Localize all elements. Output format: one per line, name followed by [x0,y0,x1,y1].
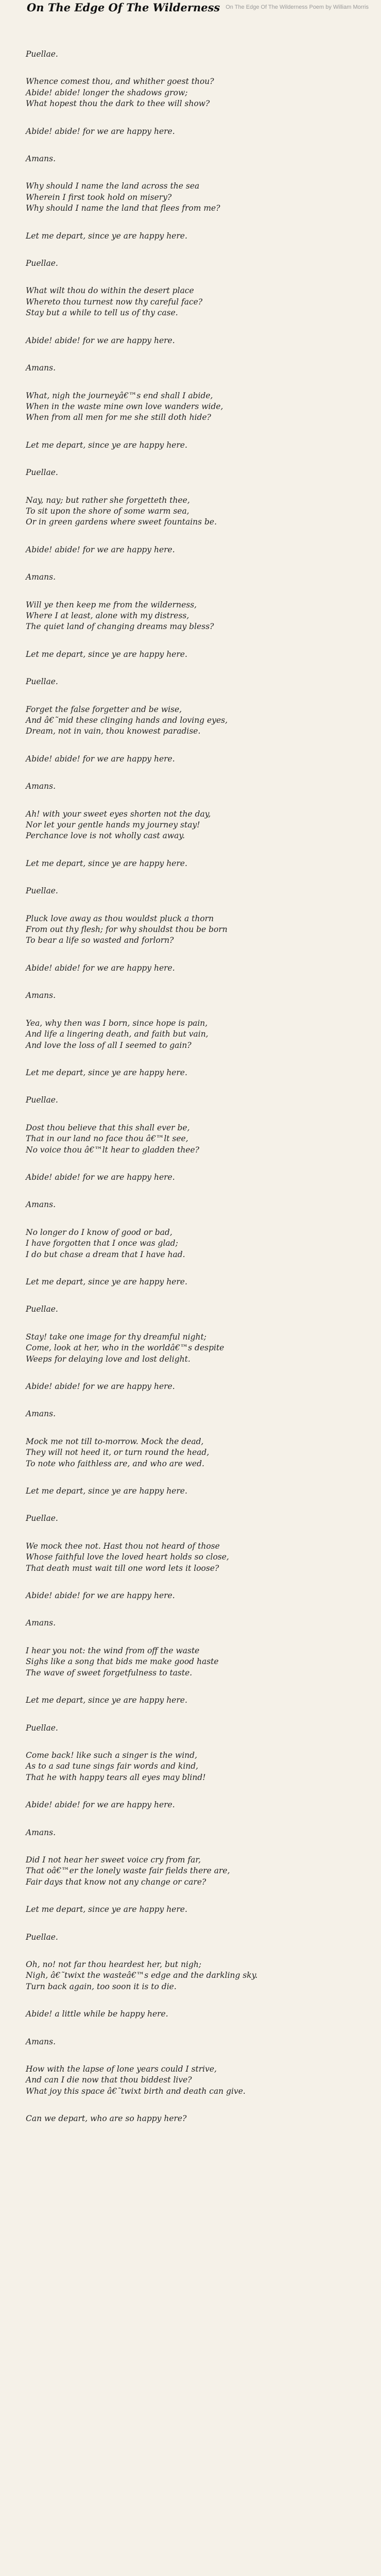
poem-line: Fair days that know not any change or care? [26,1877,206,1887]
stanza [26,495,360,528]
poem-line: Abide! abide! for we are happy here. [26,1591,175,1601]
poem-line: Let me depart, since ye are happy here. [26,440,187,450]
stanza [26,704,360,737]
poem-line: Forget the false forgetter and be wise, [26,704,182,714]
stanza [26,154,360,164]
poem-line: Abide! abide! for we are happy here. [26,545,175,554]
stanza [26,285,360,318]
poem-line: What wilt thou do within the desert place [26,286,194,296]
stanza [26,1227,360,1260]
stanza [26,1277,360,1287]
stanza [26,1541,360,1574]
stanza [26,467,360,478]
poem-line: No voice thou â€™lt hear to gladden thee? [26,1145,199,1155]
stanza [26,1172,360,1183]
stanza [26,181,360,214]
stanza [26,391,360,423]
poem-line: We mock thee not. Hast thou not heard of those [26,1541,220,1551]
poem-line: I have forgotten that I once was glad; [26,1239,178,1248]
poem-line: Or in green gardens where sweet fountains be. [26,517,217,527]
stanza [26,335,360,346]
stanza [26,572,360,583]
poem-line: What joy this space â€˜twixt birth and death can give. [26,2086,246,2096]
poem-line: Amans. [26,1200,56,1210]
stanza [26,781,360,792]
poem-line: Puellae. [26,49,58,59]
poem-line: That in our land no face thou â€™lt see, [26,1134,188,1144]
poem-line: I do but chase a dream that I have had. [26,1249,185,1259]
poem-line: Abide! abide! for we are happy here. [26,1172,175,1182]
poem-line: Amans. [26,1618,56,1628]
stanza [26,2037,360,2047]
poem-line: The quiet land of changing dreams may bless? [26,622,214,632]
poem-line: Pluck love away as thou wouldst pluck a thorn [26,913,214,923]
poem-line: What, nigh the journeyâ€™s end shall I abide, [26,391,213,400]
poem-line: Perchance love is not wholly cast away. [26,831,185,841]
stanza [26,363,360,374]
stanza [26,1750,360,1783]
poem-line: Mock me not till to-morrow. Mock the dead, [26,1436,204,1446]
poem-line: Why should I name the land across the sea [26,181,200,191]
stanza [26,1436,360,1469]
stanza [26,754,360,765]
poem-line: Amans. [26,363,56,373]
stanza [26,545,360,555]
poem-line: Amans. [26,572,56,582]
stanza [26,1932,360,1943]
poem-line: Come back! like such a singer is the wind, [26,1750,198,1760]
stanza [26,990,360,1001]
poem-line: Abide! abide! for we are happy here. [26,963,175,973]
poem-line: Come, look at her, who in the worldâ€™s despite [26,1343,224,1353]
stanza [26,676,360,687]
poem-line: Puellae. [26,1723,58,1733]
poem-line: Turn back again, too soon it is to die. [26,1981,177,1991]
stanza [26,1618,360,1629]
poem-line: Let me depart, since ye are happy here. [26,1486,187,1496]
poem-line: Puellae. [26,677,58,687]
stanza [26,76,360,109]
poem-line: Nay, nay; but rather she forgetteth thee, [26,495,190,505]
poem-title: On The Edge Of The Wilderness [27,1,220,14]
stanza [26,1486,360,1497]
stanza [26,2113,360,2124]
stanza [26,600,360,633]
poem-line: Where I at least, alone with my distress, [26,611,189,620]
poem-line: That oâ€™er the lonely waste fair fields there are, [26,1866,230,1876]
stanza [26,913,360,946]
poem-line: Puellae. [26,1514,58,1523]
stanza [26,1646,360,1679]
poem-line: Abide! abide! longer the shadows grow; [26,88,188,97]
poem-line: Amans. [26,782,56,791]
poem-line: Can we depart, who are so happy here? [26,2114,187,2124]
poem-line: Abide! abide! for we are happy here. [26,1800,175,1810]
poem-line: That he with happy tears all eyes may blind! [26,1772,206,1782]
stanza [26,49,360,60]
poem-line: Abide! abide! for we are happy here. [26,126,175,136]
stanza [26,1332,360,1365]
poem-line: Puellae. [26,1932,58,1942]
poem-caption: On The Edge Of The Wilderness Poem by William Morris [226,4,369,10]
poem-line: Yea, why then was I born, since hope is pain, [26,1018,208,1028]
poem-line: I hear you not: the wind from off the waste [26,1646,200,1655]
poem-line: Let me depart, since ye are happy here. [26,1067,187,1077]
poem-line: Dost thou believe that this shall ever be, [26,1123,190,1132]
poem-line: Let me depart, since ye are happy here. [26,858,187,868]
poem-line: Puellae. [26,886,58,896]
poem-line: And â€˜mid these clinging hands and loving eyes, [26,716,228,725]
stanza [26,1018,360,1051]
stanza [26,258,360,269]
stanza [26,1067,360,1078]
stanza [26,1800,360,1810]
poem-line: Stay but a while to tell us of thy case. [26,308,178,318]
poem-line: The wave of sweet forgetfulness to taste. [26,1668,193,1677]
poem-line: No longer do I know of good or bad, [26,1227,172,1237]
poem-line: Puellae. [26,468,58,478]
poem-line: When in the waste mine own love wanders wide, [26,401,223,411]
stanza [26,1095,360,1106]
poem-line: Abide! abide! for we are happy here. [26,754,175,764]
poem-line: That death must wait till one word lets it loose? [26,1563,219,1573]
poem-line: Let me depart, since ye are happy here. [26,649,187,659]
poem-line: What hopest thou the dark to thee will show? [26,99,210,109]
poem-line: Amans. [26,1409,56,1419]
stanza [26,1123,360,1156]
stanza [26,1590,360,1601]
poem-line: Puellae. [26,1304,58,1314]
poem-line: Nigh, â€˜twixt the wasteâ€™s edge and the darkling sky. [26,1971,258,1980]
poem-line: Let me depart, since ye are happy here. [26,1696,187,1705]
stanza [26,858,360,869]
poem-line: Amans. [26,154,56,164]
stanza [26,231,360,242]
stanza [26,1381,360,1392]
poem-line: Let me depart, since ye are happy here. [26,1277,187,1286]
poem-line: Abide! abide! for we are happy here. [26,335,175,345]
poem-line: Dream, not in vain, thou knowest paradise. [26,726,201,736]
poem-line: Whose faithful love the loved heart holds so close, [26,1552,229,1562]
poem-line: To sit upon the shore of some warm sea, [26,506,189,516]
poem-line: Wherein I first took hold on misery? [26,192,172,202]
stanza [26,1199,360,1210]
poem-line: Stay! take one image for thy dreamful night; [26,1332,206,1342]
stanza [26,886,360,896]
poem-line: How with the lapse of lone years could I strive, [26,2064,217,2074]
poem-line: And can I die now that thou biddest live? [26,2075,192,2085]
poem-line: And life a lingering death, and faith but vain, [26,1029,209,1039]
poem-line: Abide! a little while be happy here. [26,2009,168,2019]
poem-line: Weeps for delaying love and lost delight. [26,1354,190,1364]
stanza [26,1409,360,1419]
poem-line: Puellae. [26,259,58,268]
poem-line: Did I not hear her sweet voice cry from far, [26,1855,201,1865]
stanza [26,1695,360,1706]
stanza [26,126,360,137]
poem-line: Abide! abide! for we are happy here. [26,1382,175,1391]
poem-body [26,49,360,2141]
poem-line: Let me depart, since ye are happy here. [26,1905,187,1914]
poem-line: Nor let your gentle hands my journey stay! [26,820,200,830]
poem-line: Amans. [26,991,56,1001]
stanza [26,1855,360,1888]
poem-line: Whence comest thou, and whither goest thou? [26,77,214,87]
poem-line: As to a sad tune sings fair words and kind, [26,1761,199,1771]
poem-line: Let me depart, since ye are happy here. [26,231,187,241]
poem-line: Amans. [26,1827,56,1837]
stanza [26,2009,360,2020]
poem-line: Will ye then keep me from the wilderness, [26,600,197,609]
poem-line: To bear a life so wasted and forlorn? [26,936,174,945]
poem-line: Why should I name the land that flees from me? [26,204,220,213]
stanza [26,963,360,974]
stanza [26,1959,360,1992]
stanza [26,649,360,660]
poem-line: Oh, no! not far thou heardest her, but nigh; [26,1959,202,1969]
stanza [26,2064,360,2097]
poem-line: Ah! with your sweet eyes shorten not the day, [26,809,211,819]
poem-line: And love the loss of all I seemed to gain? [26,1040,192,1050]
poem-line: Whereto thou turnest now thy careful face? [26,297,203,307]
stanza [26,1304,360,1315]
stanza [26,809,360,842]
poem-line: From out thy flesh; for why shouldst thou be born [26,925,228,935]
stanza [26,1827,360,1838]
poem-line: Amans. [26,2037,56,2046]
stanza [26,1904,360,1915]
poem-line: When from all men for me she still doth hide? [26,413,211,422]
poem-line: They will not heed it, or turn round the head, [26,1448,210,1458]
poem-line: Puellae. [26,1095,58,1105]
stanza [26,1513,360,1524]
poem-line: To note who faithless are, and who are wed. [26,1459,204,1468]
stanza [26,1723,360,1734]
stanza [26,440,360,451]
poem-line: Sighs like a song that bids me make good haste [26,1657,219,1667]
